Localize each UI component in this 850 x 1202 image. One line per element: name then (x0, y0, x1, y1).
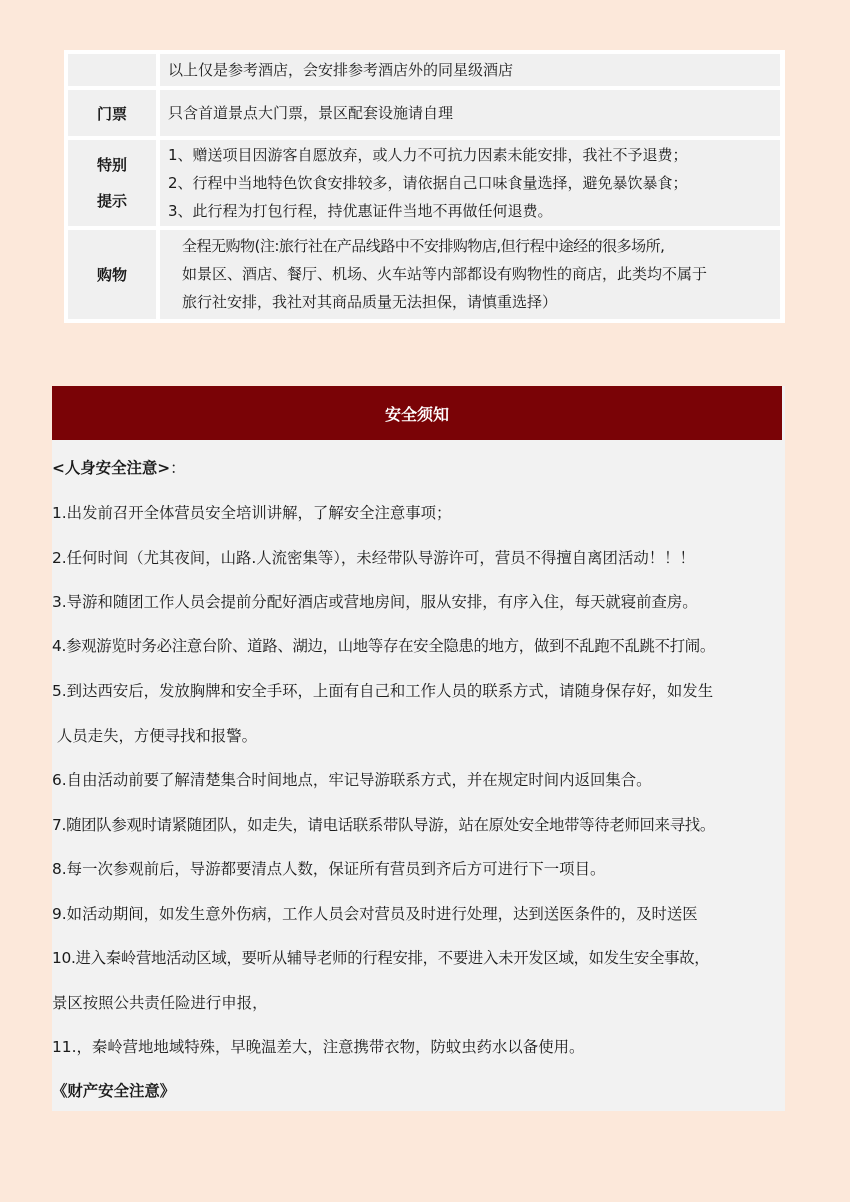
hotel-note: 以上仅是参考酒店，会安排参考酒店外的同星级酒店 (160, 54, 780, 86)
safety-title-banner (52, 386, 782, 440)
special-line: 2、行程中当地特色饮食安排较多，请依据自己口味食量选择，避免暴饮暴食； (168, 174, 688, 192)
safety-item: 5.到达西安后，发放胸牌和安全手环，上面有自己和工作人员的联系方式，请随身保存好，如发生 (52, 682, 714, 700)
special-notes (160, 140, 780, 226)
safety-item: 8.每一次参观前后，导游都要清点人数，保证所有营员到齐后方可进行下一项目。 (52, 860, 606, 878)
safety-item: 2.任何时间（尤其夜间，山路.人流密集等），未经带队导游许可，营员不得擅自离团活动！！！ (52, 549, 695, 567)
special-line: 1、赠送项目因游客自愿放弃，或人力不可抗力因素未能安排，我社不予退费； (168, 146, 688, 164)
special-label (68, 140, 156, 226)
special-label-1: 特别 (96, 156, 127, 174)
safety-title: 安全须知 (384, 404, 449, 424)
safety-item: 3.导游和随团工作人员会提前分配好酒店或营地房间，服从安排，有序入住，每天就寝前查房。 (52, 593, 698, 611)
special-label-2: 提示 (96, 192, 127, 210)
shopping-line: 全程无购物(注:旅行社在产品线路中不安排购物店,但行程中途经的很多场所, (182, 237, 665, 255)
safety-item: 4.参观游览时务必注意台阶、道路、湖边，山地等存在安全隐患的地方，做到不乱跑不乱跳不打闹。 (52, 637, 715, 655)
shopping-line: 如景区、酒店、餐厅、机场、火车站等内部都设有购物性的商店，此类均不属于 (182, 265, 708, 283)
safety-item: 10.进入秦岭营地活动区域，要听从辅导老师的行程安排，不要进入未开发区域，如发生安全事故， (52, 949, 710, 967)
safety-item: 1.出发前召开全体营员安全培训讲解，了解安全注意事项； (52, 504, 452, 522)
info-table (64, 50, 785, 323)
ticket-label: 门票 (68, 90, 156, 136)
personal-safety-heading-line (52, 456, 792, 478)
safety-item: 人员走失，方便寻找和报警。 (52, 727, 257, 745)
safety-item: 7.随团队参观时请紧随团队，如走失，请电话联系带队导游，站在原处安全地带等待老师回来寻找。 (52, 816, 715, 834)
safety-item: 6.自由活动前要了解清楚集合时间地点，牢记导游联系方式，并在规定时间内返回集合。 (52, 771, 652, 789)
personal-safety-heading: <人身安全注意> (52, 459, 171, 477)
safety-item: 11.，秦岭营地地域特殊，早晚温差大，注意携带衣物，防蚊虫药水以备使用。 (52, 1038, 585, 1056)
hotel-label-cell (68, 54, 156, 86)
ticket-text: 只含首道景点大门票，景区配套设施请自理 (160, 90, 780, 136)
shopping-label: 购物 (68, 230, 156, 319)
special-line: 3、此行程为打包行程，持优惠证件当地不再做任何退费。 (168, 202, 553, 220)
property-safety-heading: 《财产安全注意》 (52, 1082, 176, 1100)
heading-colon: ： (170, 459, 186, 477)
shopping-line: 旅行社安排，我社对其商品质量无法担保，请慎重选择） (182, 293, 558, 311)
shopping-notes (160, 230, 780, 319)
safety-item: 9.如活动期间，如发生意外伤病，工作人员会对营员及时进行处理，达到送医条件的，及时送医 (52, 905, 698, 923)
safety-item: 景区按照公共责任险进行申报， (52, 994, 268, 1012)
